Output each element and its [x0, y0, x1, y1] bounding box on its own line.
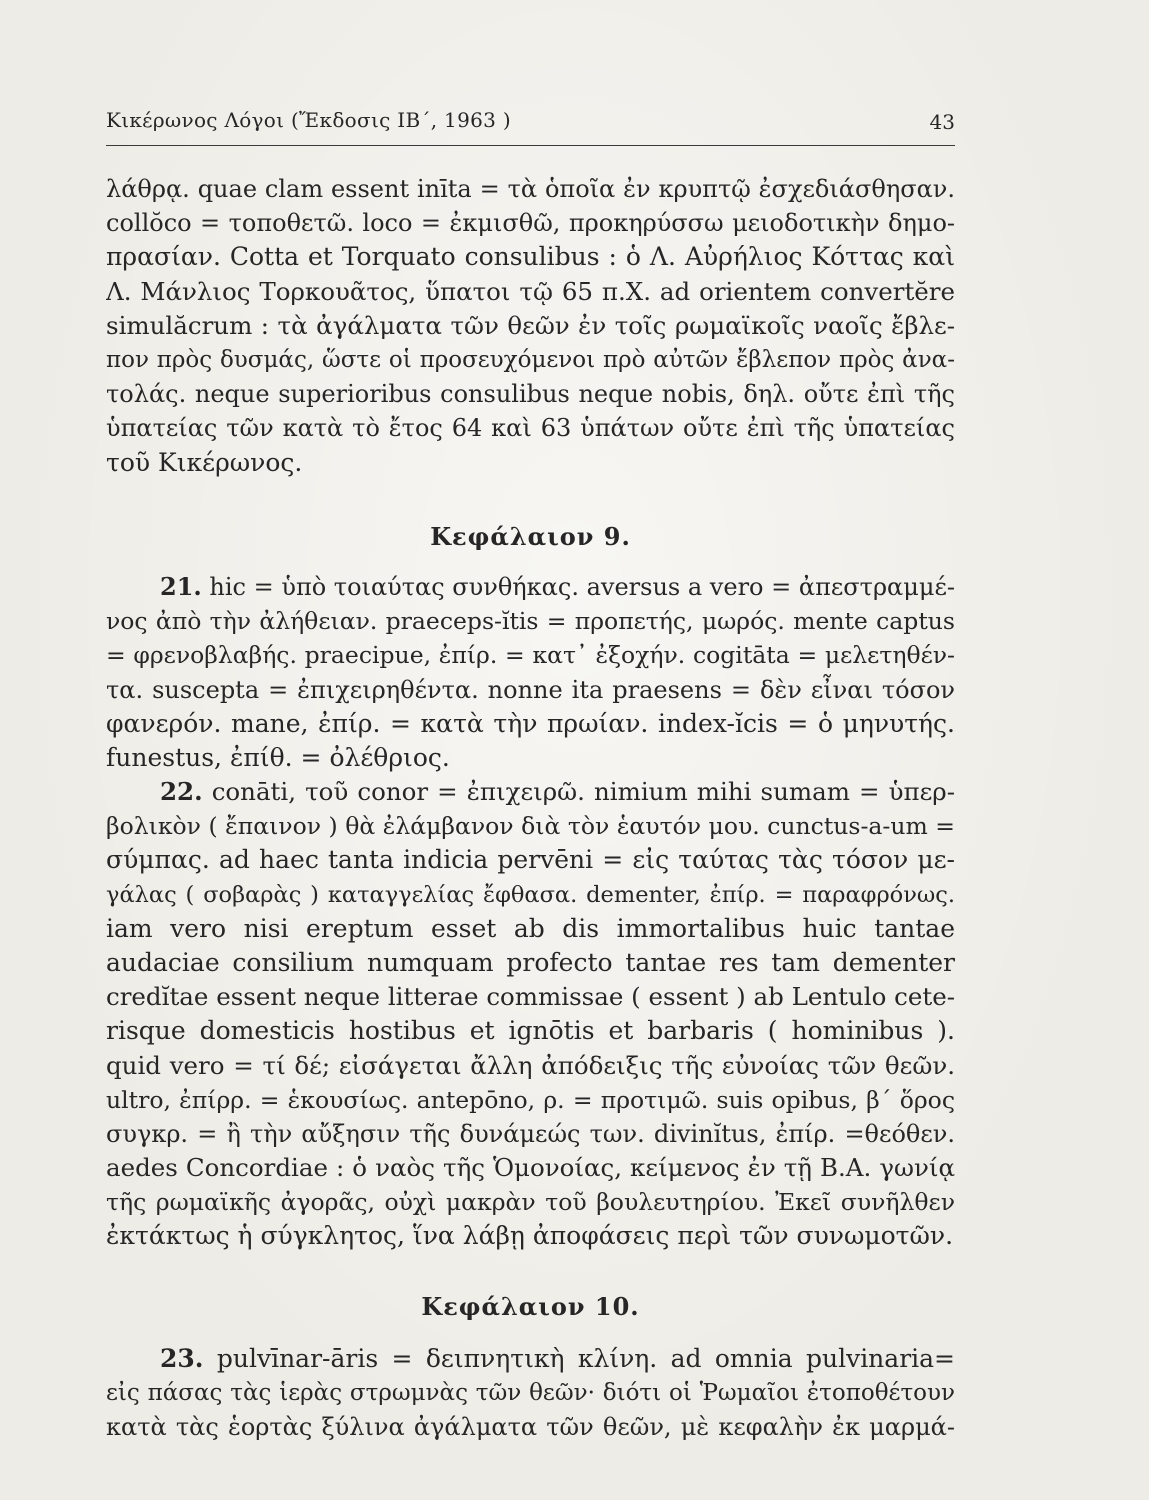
- text-line: [106, 1342, 955, 1376]
- text-line: τολάς. neque superioribus consulibus neque nobis, δηλ. οὔτε ἐπὶ τῆς: [106, 380, 955, 409]
- chapter-heading-9: Κεφάλαιον 9.: [430, 522, 631, 551]
- text-line: εἰς πάσας τὰς ἱερὰς στρωμνὰς τῶν θεῶν· διότι οἱ Ῥωμαῖοι ἐτοποθέτουν: [106, 1380, 955, 1407]
- text-line: λάθρᾳ. quae clam essent inīta = τὰ ὁποῖα ἐν κρυπτῷ ἐσχεδιάσθησαν.: [106, 175, 955, 203]
- text-line: funestus, ἐπίθ. = ὀλέθριος.: [106, 742, 450, 772]
- text-line: κατὰ τὰς ἑορτὰς ξύλινα ἀγάλματα τῶν θεῶν, μὲ κεφαλὴν ἐκ μαρμά-: [106, 1413, 955, 1442]
- section-number: 21.: [160, 572, 202, 601]
- text-line: σύμπας. ad haec tanta indicia pervēni = εἰς ταύτας τὰς τόσον με-: [106, 845, 955, 875]
- text-line: τα. suscepta = ἐπιχειρηθέντα. nonne ita praesens = δὲν εἶναι τόσον: [106, 675, 955, 704]
- text-line: credĭtae essent neque litterae commissae ( essent ) ab Lentulo cete-: [106, 982, 955, 1012]
- text-line: γάλας ( σοβαρὰς ) καταγγελίας ἔφθασα. dementer, ἐπίρ. = παραφρόνως.: [106, 881, 955, 908]
- text-line: πρασίαν. Cotta et Torquato consulibus : ὁ Λ. Αὐρήλιος Κόττας καὶ: [106, 242, 955, 272]
- text-line: τοῦ Κικέρωνος.: [106, 447, 303, 477]
- section-number: 22.: [160, 777, 203, 806]
- running-title: Κικέρωνος Λόγοι (Ἔκδοσις ΙΒ΄, 1963 ): [106, 108, 511, 132]
- text-line: quid vero = τί δέ; εἰσάγεται ἄλλη ἀπόδειξις τῆς εὐνοίας τῶν θεῶν.: [106, 1050, 955, 1080]
- text-line: συγκρ. = ἢ τὴν αὔξησιν τῆς δυνάμεώς των. divinĭtus, ἐπίρ. =θεόθεν.: [106, 1119, 955, 1148]
- text-line: [106, 570, 955, 604]
- text-line: aedes Concordiae : ὁ ναὸς τῆς Ὁμονοίας, κείμενος ἐν τῇ Β.Α. γωνίᾳ: [106, 1153, 955, 1183]
- text-line: [106, 775, 955, 809]
- text-line: ὑπατείας τῶν κατὰ τὸ ἔτος 64 καὶ 63 ὑπάτων οὔτε ἐπὶ τῆς ὑπατείας: [106, 414, 955, 443]
- text-line: collŏco = τοποθετῶ. loco = ἐκμισθῶ, προκηρύσσω μειοδοτικὴν δημο-: [106, 209, 955, 238]
- text-line: πον πρὸς δυσμάς, ὥστε οἱ προσευχόμενοι πρὸ αὐτῶν ἔβλεπον πρὸς ἀνα-: [106, 346, 955, 373]
- text-line: Λ. Μάνλιος Τορκουᾶτος, ὕπατοι τῷ 65 π.Χ. ad orientem convertĕre: [106, 276, 955, 306]
- chapter-heading-10: Κεφάλαιον 10.: [421, 1292, 640, 1321]
- text-line: = φρενοβλαβής. praecipue, ἐπίρ. = κατ᾽ ἐξοχήν. cogitāta = μελετηθέν-: [106, 641, 955, 670]
- text-line: βολικὸν ( ἔπαινον ) θὰ ἐλάμβανον διὰ τὸν ἑαυτόν μου. cunctus-a-um =: [106, 812, 955, 841]
- text-line: τῆς ρωμαϊκῆς ἀγορᾶς, οὐχὶ μακρὰν τοῦ βουλευτηρίου. Ἐκεῖ συνῆλθεν: [106, 1188, 955, 1217]
- continuation-paragraph: [106, 172, 955, 480]
- text-line: νος ἀπὸ τὴν ἀλήθειαν. praeceps-ĭtis = προπετής, μωρός. mente captus: [106, 607, 955, 636]
- section-number: 23.: [160, 1344, 204, 1373]
- running-header: [106, 96, 955, 146]
- section-21: [106, 570, 955, 775]
- text-line: ἐκτάκτως ἡ σύγκλητος, ἵνα λάβῃ ἀποφάσεις περὶ τῶν συνωμοτῶν.: [106, 1221, 954, 1251]
- text-line: φανερόν. mane, ἐπίρ. = κατὰ τὴν πρωίαν. index-ĭcis = ὁ μηνυτής.: [106, 708, 955, 738]
- section-text: pulvīnar-āris = δειπνητικὴ κλίνη. ad omnia pulvinaria=: [216, 1344, 955, 1373]
- section-22: [106, 775, 955, 1254]
- text-line: simulăcrum : τὰ ἀγάλματα τῶν θεῶν ἐν τοῖς ρωμαϊκοῖς ναοῖς ἔβλε-: [106, 310, 955, 340]
- text-line: risque domesticis hostibus et ignōtis et barbaris ( hominibus ).: [106, 1016, 955, 1046]
- text-line: iam vero nisi ereptum esset ab dis immortalibus huic tantae: [106, 913, 955, 943]
- section-text: conāti, τοῦ conor = ἐπιχειρῶ. nimium mihi sumam = ὑπερ-: [211, 777, 955, 806]
- section-23: [106, 1342, 955, 1445]
- text-line: audaciae consilium numquam profecto tantae res tam dementer: [106, 947, 955, 977]
- section-text: hic = ὑπὸ τοιαύτας συνθήκας. aversus a vero = ἀπεστραμμέ-: [209, 573, 955, 601]
- page-number: 43: [929, 110, 955, 134]
- text-line: ultro, ἐπίρρ. = ἑκουσίως. antepōno, ρ. = προτιμῶ. suis opibus, β΄ ὅρος: [106, 1085, 955, 1114]
